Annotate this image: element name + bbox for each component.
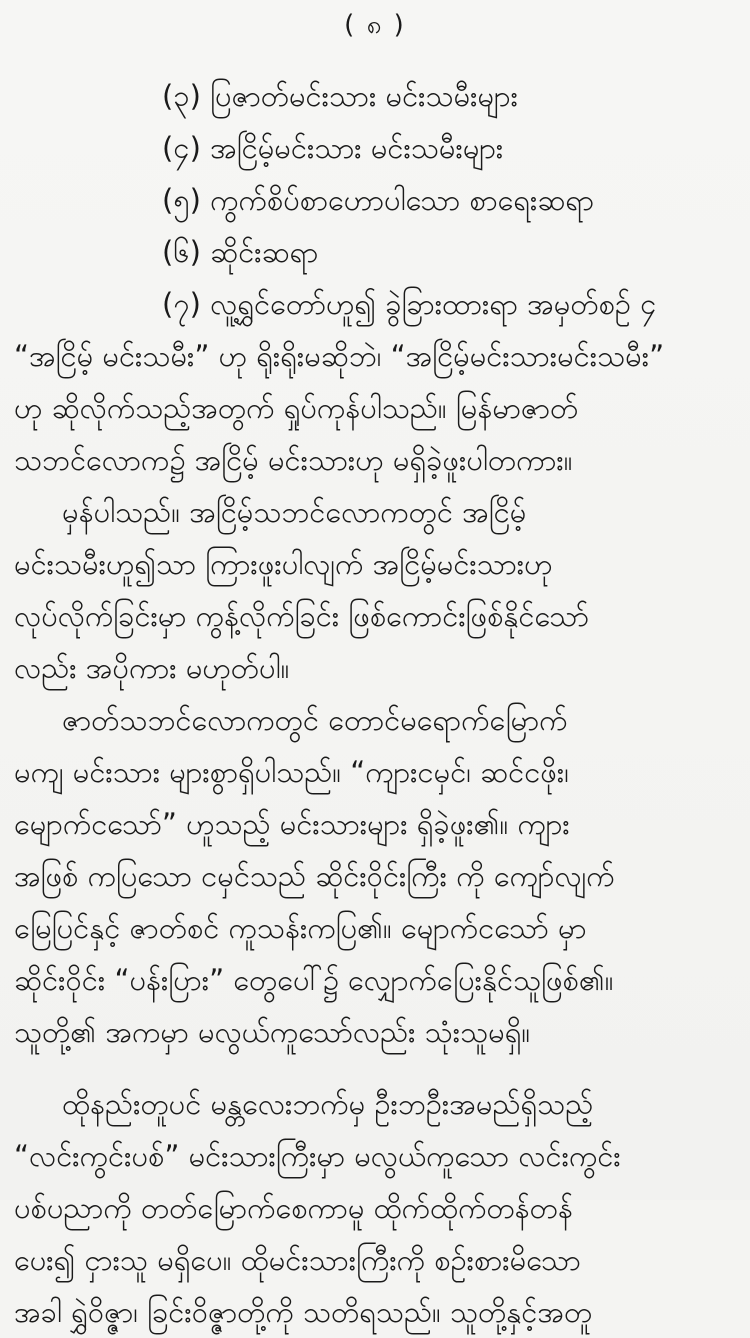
- text-line: “အငြိမ့် မင်းသမီး” ဟု ရိုးရိုးမဆိုဘဲ၊ “အငြိမ့်မင်းသားမင်းသမီး”: [14, 339, 665, 373]
- text-line: “လင်းကွင်းပစ်” မင်းသားကြီးမှာ မလွယ်ကူသော လင်းကွင်း: [14, 1139, 621, 1173]
- text-line: သဘင်လောက၌ အငြိမ့် မင်းသားဟု မရှိခဲ့ဖူးပါတကား။: [14, 443, 573, 477]
- text-line: အခါ ရွှဲဝိဇ္ဇာ၊ ခြင်းဝိဇ္ဇာတို့ကို သတိရသည်။ သူတို့နှင့်အတူ: [14, 1295, 593, 1329]
- page-number: ( ၈ ): [344, 10, 406, 40]
- list-item-line: (၃) ပြဇာတ်မင်းသား မင်းသမီးများ: [162, 79, 518, 113]
- paragraph-gap: [120, 1058, 720, 1078]
- text-line: ပစ်ပညာကို တတ်မြောက်စေကာမူ ထိုက်ထိုက်တန်တန်: [14, 1191, 573, 1225]
- text-line: လုပ်လိုက်ခြင်းမှာ ကွန့်လိုက်ခြင်း ဖြစ်ကောင်းဖြစ်နိုင်သော်: [14, 599, 590, 633]
- text-line: ဟု ဆိုလိုက်သည့်အတွက် ရှုပ်ကုန်ပါသည်။ မြန်မာဇာတ်: [14, 391, 579, 425]
- body-text: [14, 70, 720, 1338]
- text-line: မကျ မင်းသား များစွာရှိပါသည်။ “ကျားငမှင်၊ ဆင်ငဖိုး၊: [14, 755, 569, 789]
- text-line: မျောက်ငသော်” ဟူသည့် မင်းသားများ ရှိခဲ့ဖူး၏။ ကျား: [14, 807, 570, 841]
- text-line: ပေး၍ ငှားသူ မရှိပေ။ ထိုမင်းသားကြီးကို စဉ်းစားမိသော: [14, 1243, 581, 1277]
- text-line: အဖြစ် ကပြသော ငမှင်သည် ဆိုင်းဝိုင်းကြီး ကို ကျော်လျက်: [14, 859, 615, 893]
- text-line: မှန်ပါသည်။ အငြိမ့်သဘင်လောကတွင် အငြိမ့်: [62, 495, 527, 529]
- text-line: ထိုနည်းတူပင် မန္တလေးဘက်မှ ဦးဘဦးအမည်ရှိသည့်: [62, 1087, 594, 1121]
- text-line: သူတို့၏ အကမှာ မလွယ်ကူသော်လည်း သုံးသူမရှိ။: [14, 1015, 531, 1049]
- text-line: မြေပြင်နှင့် ဇာတ်စင် ကူသန်းကပြ၏။ မျောက်ငသော် မှာ: [14, 911, 587, 945]
- list-item-line: (၇) လူ့ရွှင်တော်ဟူ၍ ခွဲခြားထားရာ အမှတ်စဉ် ၄: [162, 287, 657, 321]
- text-line: မင်းသမီးဟူ၍သာ ကြားဖူးပါလျက် အငြိမ့်မင်းသားဟု: [14, 547, 553, 581]
- text-line: လည်း အပိုကား မဟုတ်ပါ။: [14, 651, 290, 685]
- list-item-line: (၆) ဆိုင်းဆရာ: [162, 235, 319, 269]
- list-item-line: (၅) ကွက်စိပ်စာဟောပါသော စာရေးဆရာ: [162, 183, 594, 217]
- text-line: ဆိုင်းဝိုင်း “ပန်းပြား” တွေပေါ်၌ လျှောက်ပြေးနိုင်သူဖြစ်၏။: [14, 963, 614, 997]
- text-line: ဇာတ်သဘင်လောကတွင် တောင်မရောက်မြောက်: [62, 703, 568, 737]
- list-item-line: (၄) အငြိမ့်မင်းသား မင်းသမီးများ: [162, 131, 504, 165]
